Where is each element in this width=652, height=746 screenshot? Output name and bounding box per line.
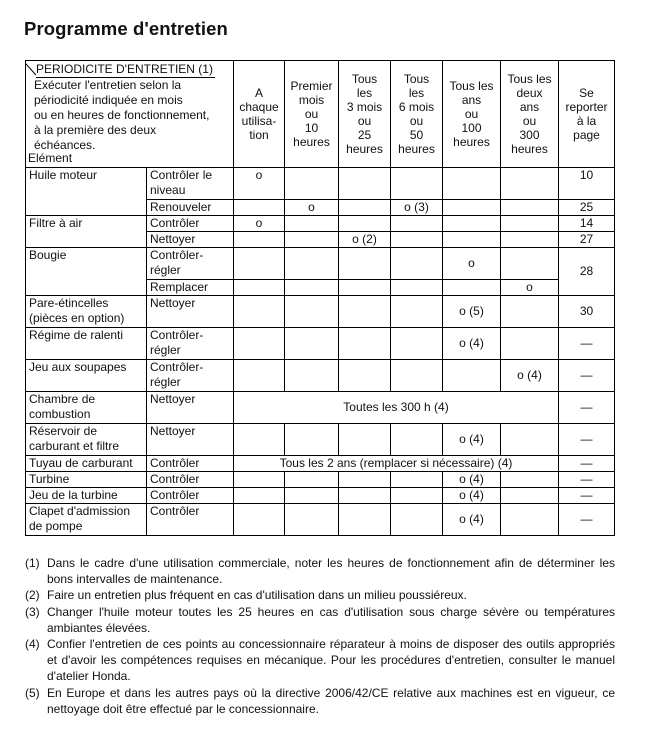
action-line: Contrôler-: [150, 360, 204, 374]
page-ref-cell: 10: [559, 168, 615, 200]
header-first-month: [285, 61, 339, 168]
page-ref-cell: 30: [559, 296, 615, 328]
empty-cell: [285, 488, 339, 504]
empty-cell: [501, 232, 559, 248]
footnote-tag: (5): [25, 685, 40, 700]
periodicity-label: PERIODICITE D'ENTRETIEN (1): [36, 62, 213, 76]
header-line: Tous: [403, 72, 430, 86]
empty-cell: [391, 248, 443, 280]
empty-cell: [391, 360, 443, 392]
action-cell: Contrôler: [147, 472, 234, 488]
header-line: 25: [357, 128, 372, 142]
footnote: [25, 555, 615, 587]
empty-cell: [339, 216, 391, 232]
header-line: mois: [298, 93, 325, 107]
empty-cell: [285, 296, 339, 328]
header-2-years: [501, 61, 559, 168]
mark-cell: o (4): [443, 328, 501, 360]
table-row: [26, 472, 615, 488]
table-row: [26, 216, 615, 232]
header-6-months: [391, 61, 443, 168]
page-ref-cell: 27: [559, 232, 615, 248]
header-line: Tous: [351, 72, 378, 86]
empty-cell: [285, 280, 339, 296]
empty-cell: [234, 504, 285, 536]
header-line: ans: [461, 93, 482, 107]
empty-cell: [339, 488, 391, 504]
empty-cell: [234, 488, 285, 504]
instruction-line: périodicité indiquée en mois: [34, 93, 183, 107]
empty-cell: [501, 424, 559, 456]
header-line: 3 mois: [346, 100, 383, 114]
header-line: ou: [357, 114, 372, 128]
header-line: les: [356, 86, 373, 100]
empty-cell: [285, 360, 339, 392]
page-ref-cell: —: [559, 328, 615, 360]
element-cell: Tuyau de carburant: [26, 456, 147, 472]
empty-cell: [501, 504, 559, 536]
instruction-line: Exécuter l'entretien selon la: [34, 78, 182, 92]
action-line: régler: [150, 263, 181, 277]
empty-cell: [285, 168, 339, 200]
footnote-text: En Europe et dans les autres pays où la directive 2006/42/CE relative aux machines est en vigueur, ce nettoyage doit être effectué par le concessionnaire.: [47, 685, 615, 716]
action-cell: Renouveler: [147, 200, 234, 216]
table-row: [26, 504, 615, 536]
table-row: [26, 168, 615, 200]
page-ref-cell: 14: [559, 216, 615, 232]
header-line: Premier: [290, 79, 333, 93]
header-line: 10: [304, 121, 319, 135]
action-line: Contrôler-: [150, 328, 204, 342]
action-cell: [147, 360, 234, 392]
header-line: heures: [346, 142, 383, 156]
mark-cell: o (2): [339, 232, 391, 248]
header-line: 300: [519, 128, 540, 142]
empty-cell: [391, 424, 443, 456]
element-cell: Filtre à air: [26, 216, 147, 248]
header-3-months: [339, 61, 391, 168]
empty-cell: [391, 328, 443, 360]
empty-cell: [339, 248, 391, 280]
element-cell: Turbine: [26, 472, 147, 488]
mark-cell: o: [234, 216, 285, 232]
action-line: Contrôler-: [150, 248, 204, 262]
table-row: [26, 360, 615, 392]
element-cell: [26, 296, 147, 328]
mark-cell: o (3): [391, 200, 443, 216]
mark-cell: o (4): [443, 504, 501, 536]
header-page-ref: [559, 61, 615, 168]
action-cell: Contrôler: [147, 488, 234, 504]
header-line: ou: [304, 107, 319, 121]
page-ref-cell: —: [559, 456, 615, 472]
interval-span-cell: Toutes les 300 h (4): [234, 392, 559, 424]
element-line: Réservoir de: [29, 424, 98, 438]
table-row: [26, 328, 615, 360]
action-cell: [147, 168, 234, 200]
table-row: [26, 296, 615, 328]
element-line: combustion: [29, 407, 91, 421]
empty-cell: [234, 248, 285, 280]
instruction-line: à la première des deux: [34, 123, 157, 137]
element-cell: Jeu de la turbine: [26, 488, 147, 504]
empty-cell: [443, 168, 501, 200]
empty-cell: [339, 200, 391, 216]
empty-cell: [234, 280, 285, 296]
empty-cell: [285, 504, 339, 536]
mark-cell: o (4): [443, 472, 501, 488]
mark-cell: o (4): [443, 488, 501, 504]
header-line: à la: [576, 114, 597, 128]
header-line: 6 mois: [398, 100, 435, 114]
table-row: [26, 456, 615, 472]
empty-cell: [234, 200, 285, 216]
header-line: les: [408, 86, 425, 100]
empty-cell: [391, 232, 443, 248]
table-row: [26, 488, 615, 504]
element-cell: [26, 504, 147, 536]
element-label: Elément: [28, 151, 73, 165]
instruction-text: [34, 78, 229, 153]
empty-cell: [339, 328, 391, 360]
interval-span-cell: Tous les 2 ans (remplacer si nécessaire) (4): [234, 456, 559, 472]
action-cell: [147, 328, 234, 360]
empty-cell: [285, 248, 339, 280]
page-ref-cell: —: [559, 504, 615, 536]
header-line: heures: [511, 142, 548, 156]
action-cell: Remplacer: [147, 280, 234, 296]
empty-cell: [339, 360, 391, 392]
action-cell: [147, 248, 234, 280]
footnote-tag: (3): [25, 604, 40, 619]
header-each-use: [234, 61, 285, 168]
empty-cell: [234, 472, 285, 488]
action-cell: Nettoyer: [147, 392, 234, 424]
empty-cell: [443, 216, 501, 232]
header-line: Tous les: [449, 79, 494, 93]
empty-cell: [234, 360, 285, 392]
empty-cell: [391, 472, 443, 488]
header-line: page: [573, 128, 600, 142]
action-cell: Nettoyer: [147, 232, 234, 248]
footnote-text: Changer l'huile moteur toutes les 25 heures en cas d'utilisation sous charge sévère ou températures ambiantes élevées.: [47, 604, 615, 635]
element-cell: Bougie: [26, 248, 147, 296]
table-row: [26, 424, 615, 456]
action-cell: Contrôler: [147, 216, 234, 232]
element-cell: Huile moteur: [26, 168, 147, 216]
action-line: Contrôler le: [150, 168, 213, 182]
mark-cell: o (5): [443, 296, 501, 328]
empty-cell: [443, 360, 501, 392]
empty-cell: [501, 296, 559, 328]
mark-cell: o: [443, 248, 501, 280]
empty-cell: [391, 296, 443, 328]
header-line: chaque: [239, 100, 279, 114]
instruction-line: ou en heures de fonctionnement,: [34, 108, 210, 122]
element-cell: [26, 392, 147, 424]
empty-cell: [391, 280, 443, 296]
header-line: 50: [409, 128, 424, 142]
header-line: ans: [519, 100, 540, 114]
empty-cell: [339, 168, 391, 200]
header-line: ou: [409, 114, 424, 128]
element-cell: Régime de ralenti: [26, 328, 147, 360]
empty-cell: [501, 472, 559, 488]
element-line: Chambre de: [29, 392, 96, 406]
footnote-tag: (2): [25, 588, 40, 603]
page-title: Programme d'entretien: [24, 18, 228, 39]
page-ref-cell: —: [559, 424, 615, 456]
header-line: Tous les: [507, 72, 552, 86]
empty-cell: [501, 248, 559, 280]
footnote: [25, 604, 615, 636]
page-ref-cell: 28: [559, 248, 615, 296]
header-line: Se: [579, 86, 594, 100]
header-line: heures: [398, 142, 435, 156]
footnote-text: Dans le cadre d'une utilisation commerciale, noter les heures de fonctionnement afin de déterminer les bons intervalles de maintenance.: [47, 556, 615, 587]
empty-cell: [234, 328, 285, 360]
empty-cell: [391, 168, 443, 200]
footnote-tag: (1): [25, 556, 40, 570]
element-line: (pièces en option): [29, 311, 125, 325]
empty-cell: [501, 168, 559, 200]
page-ref-cell: —: [559, 488, 615, 504]
empty-cell: [234, 232, 285, 248]
empty-cell: [234, 296, 285, 328]
instruction-line: échéances.: [34, 138, 96, 152]
action-line: régler: [150, 375, 181, 389]
page-ref-cell: —: [559, 472, 615, 488]
page-ref-cell: 25: [559, 200, 615, 216]
page-ref-cell: —: [559, 392, 615, 424]
action-cell: Nettoyer: [147, 296, 234, 328]
empty-cell: [285, 328, 339, 360]
header-line: deux: [516, 86, 543, 100]
empty-cell: [339, 472, 391, 488]
header-line: tion: [249, 128, 269, 142]
empty-cell: [501, 488, 559, 504]
element-cell: [26, 424, 147, 456]
empty-cell: [234, 424, 285, 456]
header-line: ou: [464, 107, 479, 121]
footnote: [25, 685, 615, 717]
header-line: A: [254, 86, 263, 100]
element-cell: Jeu aux soupapes: [26, 360, 147, 392]
footnote-text: Confier l'entretien de ces points au concessionnaire réparateur à moins de disposer des outils appropriés et d'avoir les compétences requises en mécanique. Pour les procédures d'entretien, consulter le manuel d'atelier Honda.: [47, 637, 615, 684]
table-row: [26, 248, 615, 280]
action-line: régler: [150, 343, 181, 357]
header-line: 100: [461, 121, 482, 135]
maintenance-schedule-table: [25, 60, 615, 536]
empty-cell: [443, 280, 501, 296]
empty-cell: [339, 296, 391, 328]
header-yearly: [443, 61, 501, 168]
footnote-tag: (4): [25, 637, 40, 652]
empty-cell: [285, 472, 339, 488]
element-line: de pompe: [29, 519, 83, 533]
footnote: [25, 636, 615, 685]
empty-cell: [391, 216, 443, 232]
header-line: reporter: [565, 100, 608, 114]
empty-cell: [501, 200, 559, 216]
header-line: utilisa-: [241, 114, 277, 128]
element-line: Clapet d'admission: [29, 504, 131, 518]
empty-cell: [501, 328, 559, 360]
mark-cell: o: [285, 200, 339, 216]
empty-cell: [285, 216, 339, 232]
mark-cell: o (4): [501, 360, 559, 392]
empty-cell: [339, 424, 391, 456]
empty-cell: [443, 200, 501, 216]
mark-cell: o: [501, 280, 559, 296]
action-line: niveau: [150, 183, 186, 197]
footnote: [25, 587, 615, 603]
empty-cell: [443, 232, 501, 248]
action-cell: Contrôler: [147, 456, 234, 472]
element-line: Pare-étincelles: [29, 296, 109, 310]
table-row: [26, 392, 615, 424]
header-line: heures: [293, 135, 330, 149]
header-row: [26, 61, 615, 168]
empty-cell: [285, 232, 339, 248]
element-line: carburant et filtre: [29, 439, 120, 453]
empty-cell: [339, 504, 391, 536]
header-line: ou: [522, 114, 537, 128]
page-ref-cell: —: [559, 360, 615, 392]
empty-cell: [391, 488, 443, 504]
footnotes: [25, 555, 615, 717]
empty-cell: [339, 280, 391, 296]
header-corner-cell: [26, 61, 234, 168]
action-cell: Nettoyer: [147, 424, 234, 456]
empty-cell: [501, 216, 559, 232]
action-cell: Contrôler: [147, 504, 234, 536]
header-line: heures: [453, 135, 490, 149]
empty-cell: [391, 504, 443, 536]
footnote-text: Faire un entretien plus fréquent en cas d'utilisation dans un milieu poussiéreux.: [47, 588, 467, 603]
mark-cell: o: [234, 168, 285, 200]
mark-cell: o (4): [443, 424, 501, 456]
empty-cell: [285, 424, 339, 456]
